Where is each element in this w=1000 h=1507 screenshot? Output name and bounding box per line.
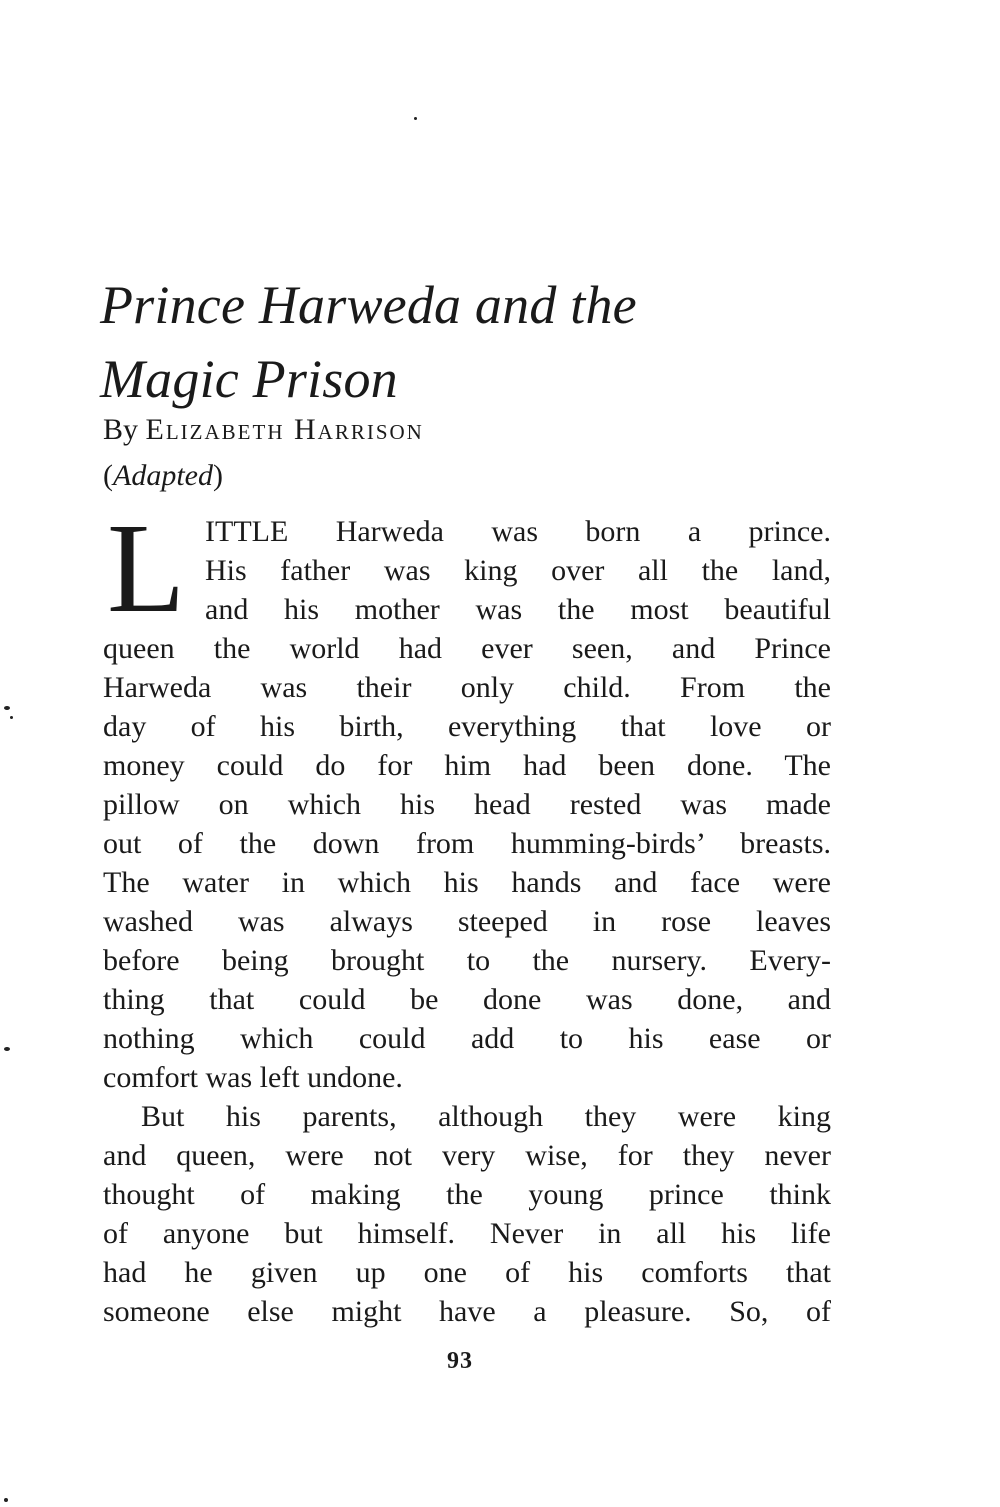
text-line: pillow on which his head rested was made (103, 788, 831, 821)
text-line: washed was always steeped in rose leaves (103, 905, 831, 938)
page-number: 93 (447, 1348, 473, 1374)
adapted-close-paren: ) (212, 459, 223, 492)
adapted-open-paren: ( (103, 459, 113, 492)
text-line: His father was king over all the land, (205, 554, 831, 587)
story-title-line-1: Prince Harweda and the (100, 275, 637, 335)
scan-speck (4, 706, 10, 710)
adapted-label: Adapted (113, 459, 213, 492)
text-line: thing that could be done was done, and (103, 983, 831, 1016)
text-line: out of the down from humming-birds’ breasts. (103, 827, 831, 860)
text-line: Harweda was their only child. From the (103, 671, 831, 704)
text-line: queen the world had ever seen, and Prince (103, 632, 831, 665)
scan-speck (4, 1047, 10, 1051)
text-line: nothing which could add to his ease or (103, 1022, 831, 1055)
text-line: and his mother was the most beautiful (205, 593, 831, 626)
text-line: and queen, were not very wise, for they never (103, 1139, 831, 1172)
paragraph-2 (103, 1097, 831, 1331)
text-line: day of his birth, everything that love or (103, 710, 831, 743)
scan-speck (4, 1498, 8, 1502)
adapted-note (103, 456, 223, 496)
story-title (100, 268, 840, 416)
text-line: had he given up one of his comforts that (103, 1256, 831, 1289)
text-line: of anyone but himself. Never in all his life (103, 1217, 831, 1250)
text-line: But his parents, although they were king (141, 1100, 831, 1133)
author-name: Elizabeth Harrison (145, 413, 424, 446)
text-line: ITTLE Harweda was born a prince. (205, 515, 831, 548)
story-body (103, 497, 831, 1331)
scan-speck (10, 716, 13, 719)
story-title-line-2: Magic Prison (100, 349, 398, 409)
text-line: someone else might have a pleasure. So, of (103, 1295, 831, 1328)
byline (103, 410, 424, 450)
text-line: comfort was left undone. (103, 1061, 403, 1094)
paragraph-1 (103, 497, 831, 1097)
byline-prefix: By (103, 413, 139, 446)
text-line: before being brought to the nursery. Every- (103, 944, 831, 977)
text-line: thought of making the young prince think (103, 1178, 831, 1211)
text-line: money could do for him had been done. The (103, 749, 831, 782)
scan-speck (414, 117, 417, 120)
drop-cap: L (107, 497, 186, 639)
text-line: The water in which his hands and face were (103, 866, 831, 899)
